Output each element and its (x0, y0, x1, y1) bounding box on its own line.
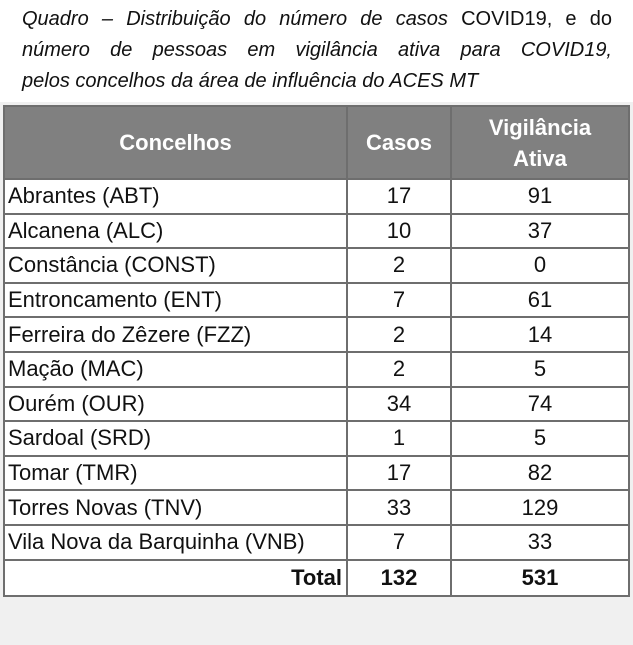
cell-concelho: Torres Novas (TNV) (4, 490, 347, 525)
cell-concelho: Vila Nova da Barquinha (VNB) (4, 525, 347, 560)
caption-line-1 (22, 4, 612, 35)
total-vigilancia: 531 (451, 560, 629, 596)
cell-casos: 2 (347, 317, 451, 352)
header-concelhos: Concelhos (4, 106, 347, 179)
table-row (4, 456, 629, 491)
cell-concelho: Mação (MAC) (4, 352, 347, 387)
cell-concelho: Tomar (TMR) (4, 456, 347, 491)
cell-concelho: Abrantes (ABT) (4, 179, 347, 214)
table-row (4, 214, 629, 249)
cell-casos: 7 (347, 525, 451, 560)
cases-table (3, 105, 630, 597)
cell-vigilancia: 37 (451, 214, 629, 249)
table-row (4, 248, 629, 283)
cell-casos: 1 (347, 421, 451, 456)
header-vigilancia-line1: Vigilância (488, 114, 592, 140)
cell-vigilancia: 5 (451, 421, 629, 456)
table-row (4, 421, 629, 456)
header-vigilancia-ativa (451, 106, 629, 179)
cell-vigilancia: 0 (451, 248, 629, 283)
caption-line-3: pelos concelhos da área de influência do ACES MT (22, 70, 479, 92)
cell-casos: 34 (347, 387, 451, 422)
header-vigilancia-line2: Ativa (513, 145, 567, 171)
header-row (4, 106, 629, 179)
cell-casos: 10 (347, 214, 451, 249)
caption-italic-part: Quadro – Distribuição do número de casos (22, 8, 448, 30)
cell-vigilancia: 74 (451, 387, 629, 422)
cell-concelho: Ferreira do Zêzere (FZZ) (4, 317, 347, 352)
cell-concelho: Entroncamento (ENT) (4, 283, 347, 318)
table-row (4, 352, 629, 387)
cell-casos: 7 (347, 283, 451, 318)
cell-concelho: Sardoal (SRD) (4, 421, 347, 456)
total-label: Total (4, 560, 347, 596)
cell-vigilancia: 33 (451, 525, 629, 560)
cell-casos: 17 (347, 179, 451, 214)
table-row (4, 317, 629, 352)
caption-plain-part: COVID19, e do (447, 8, 612, 30)
cell-casos: 33 (347, 490, 451, 525)
cell-vigilancia: 91 (451, 179, 629, 214)
cell-concelho: Alcanena (ALC) (4, 214, 347, 249)
cell-concelho: Ourém (OUR) (4, 387, 347, 422)
cell-vigilancia: 5 (451, 352, 629, 387)
total-row (4, 560, 629, 596)
table-row (4, 283, 629, 318)
table-row (4, 387, 629, 422)
cell-vigilancia: 61 (451, 283, 629, 318)
cell-casos: 2 (347, 248, 451, 283)
cell-vigilancia: 129 (451, 490, 629, 525)
header-casos: Casos (347, 106, 451, 179)
cell-casos: 17 (347, 456, 451, 491)
table-row (4, 525, 629, 560)
table-frame (0, 102, 633, 645)
cell-vigilancia: 82 (451, 456, 629, 491)
cell-casos: 2 (347, 352, 451, 387)
table-caption (22, 4, 612, 97)
total-casos: 132 (347, 560, 451, 596)
table-body (4, 179, 629, 596)
table-row (4, 179, 629, 214)
table-row (4, 490, 629, 525)
caption-line-2: número de pessoas em vigilância ativa para COVID19, (22, 39, 612, 61)
cell-vigilancia: 14 (451, 317, 629, 352)
cell-concelho: Constância (CONST) (4, 248, 347, 283)
